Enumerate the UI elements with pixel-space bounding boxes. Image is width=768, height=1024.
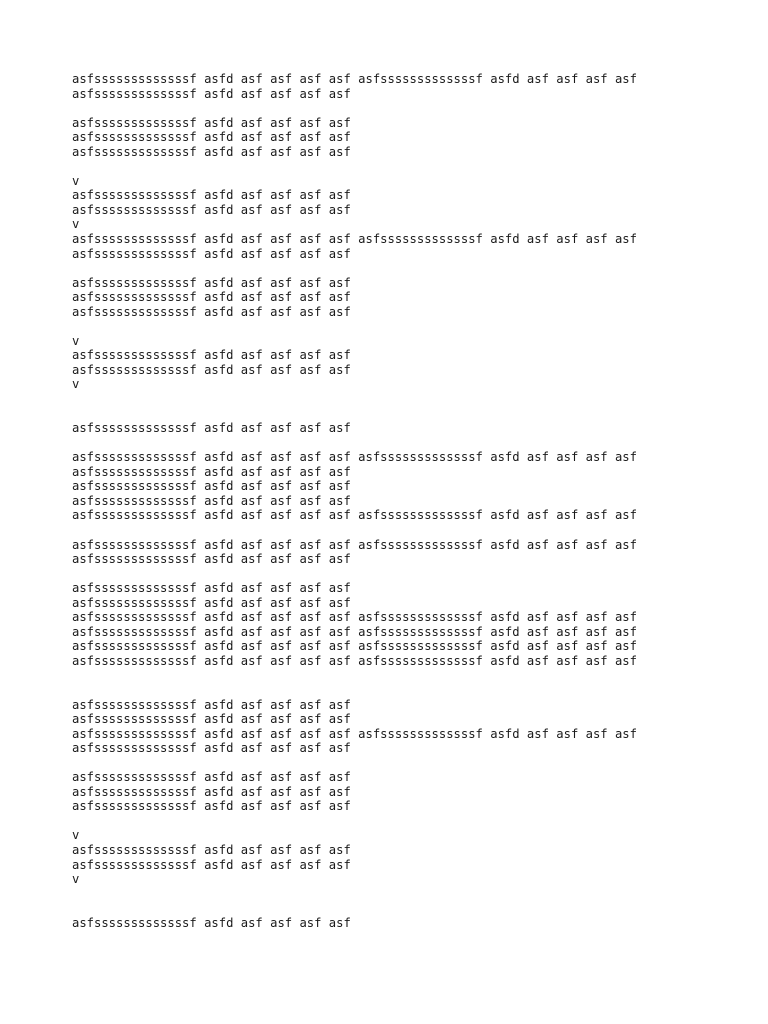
- text-line: [72, 319, 712, 334]
- text-line: asfsssssssssssssf asfd asf asf asf asf asfsssssssssssssf asfd asf asf asf asf: [72, 653, 637, 668]
- text-line: v: [72, 377, 80, 392]
- text-line: [72, 567, 712, 582]
- text-line: asfsssssssssssssf asfd asf asf asf asf: [72, 784, 351, 799]
- text-line: asfsssssssssssssf asfd asf asf asf asf: [72, 86, 351, 101]
- text-line: asfsssssssssssssf asfd asf asf asf asf: [72, 712, 351, 727]
- text-line: asfsssssssssssssf asfd asf asf asf asf: [72, 144, 351, 159]
- text-line: asfsssssssssssssf asfd asf asf asf asf asfsssssssssssssf asfd asf asf asf asf: [72, 624, 637, 639]
- text-line: asfsssssssssssssf asfd asf asf asf asf: [72, 115, 351, 130]
- text-line: asfsssssssssssssf asfd asf asf asf asf asfsssssssssssssf asfd asf asf asf asf: [72, 232, 637, 247]
- text-line: asfsssssssssssssf asfd asf asf asf asf: [72, 464, 351, 479]
- text-line: v: [72, 333, 80, 348]
- text-line: [72, 392, 712, 407]
- text-line: [72, 101, 712, 116]
- text-line: asfsssssssssssssf asfd asf asf asf asf: [72, 188, 351, 203]
- text-line: asfsssssssssssssf asfd asf asf asf asf: [72, 275, 351, 290]
- text-line: asfsssssssssssssf asfd asf asf asf asf: [72, 493, 351, 508]
- text-line: asfsssssssssssssf asfd asf asf asf asf asfsssssssssssssf asfd asf asf asf asf: [72, 450, 637, 465]
- text-line: asfsssssssssssssf asfd asf asf asf asf asfsssssssssssssf asfd asf asf asf asf: [72, 726, 637, 741]
- text-line: asfsssssssssssssf asfd asf asf asf asf: [72, 857, 351, 872]
- text-line: asfsssssssssssssf asfd asf asf asf asf: [72, 770, 351, 785]
- text-line: asfsssssssssssssf asfd asf asf asf asf: [72, 479, 351, 494]
- text-line: asfsssssssssssssf asfd asf asf asf asf asfsssssssssssssf asfd asf asf asf asf: [72, 639, 637, 654]
- text-line: asfsssssssssssssf asfd asf asf asf asf asfsssssssssssssf asfd asf asf asf asf: [72, 508, 637, 523]
- text-line: asfsssssssssssssf asfd asf asf asf asf: [72, 741, 351, 756]
- text-line: asfsssssssssssssf asfd asf asf asf asf: [72, 552, 351, 567]
- text-line: asfsssssssssssssf asfd asf asf asf asf: [72, 290, 351, 305]
- text-line: [72, 756, 712, 771]
- text-line: asfsssssssssssssf asfd asf asf asf asf asfsssssssssssssf asfd asf asf asf asf: [72, 72, 637, 86]
- text-line: asfsssssssssssssf asfd asf asf asf asf: [72, 202, 351, 217]
- text-line: [72, 901, 712, 916]
- text-line: asfsssssssssssssf asfd asf asf asf asf: [72, 362, 351, 377]
- text-line: asfsssssssssssssf asfd asf asf asf asf: [72, 130, 351, 145]
- text-line: asfsssssssssssssf asfd asf asf asf asf: [72, 915, 351, 930]
- document-body: [72, 72, 712, 930]
- text-line: asfsssssssssssssf asfd asf asf asf asf asfsssssssssssssf asfd asf asf asf asf: [72, 610, 637, 625]
- text-line: asfsssssssssssssf asfd asf asf asf asf: [72, 842, 351, 857]
- text-line: asfsssssssssssssf asfd asf asf asf asf: [72, 581, 351, 596]
- text-line: [72, 159, 712, 174]
- text-line: asfsssssssssssssf asfd asf asf asf asf: [72, 697, 351, 712]
- text-line: [72, 683, 712, 698]
- text-line: asfsssssssssssssf asfd asf asf asf asf: [72, 595, 351, 610]
- text-line: [72, 814, 712, 829]
- text-line: [72, 261, 712, 276]
- text-line: [72, 668, 712, 683]
- text-line: [72, 407, 712, 422]
- text-line: v: [72, 828, 80, 843]
- text-line: asfsssssssssssssf asfd asf asf asf asf: [72, 246, 351, 261]
- text-line: asfsssssssssssssf asfd asf asf asf asf: [72, 421, 351, 436]
- text-line: [72, 436, 712, 451]
- text-line: asfsssssssssssssf asfd asf asf asf asf asfsssssssssssssf asfd asf asf asf asf: [72, 537, 637, 552]
- text-line: [72, 523, 712, 538]
- text-line: asfsssssssssssssf asfd asf asf asf asf: [72, 348, 351, 363]
- text-line: v: [72, 217, 80, 232]
- text-line: [72, 887, 712, 902]
- text-line: asfsssssssssssssf asfd asf asf asf asf: [72, 304, 351, 319]
- text-line: v: [72, 872, 80, 887]
- text-line: v: [72, 173, 80, 188]
- text-line: asfsssssssssssssf asfd asf asf asf asf: [72, 799, 351, 814]
